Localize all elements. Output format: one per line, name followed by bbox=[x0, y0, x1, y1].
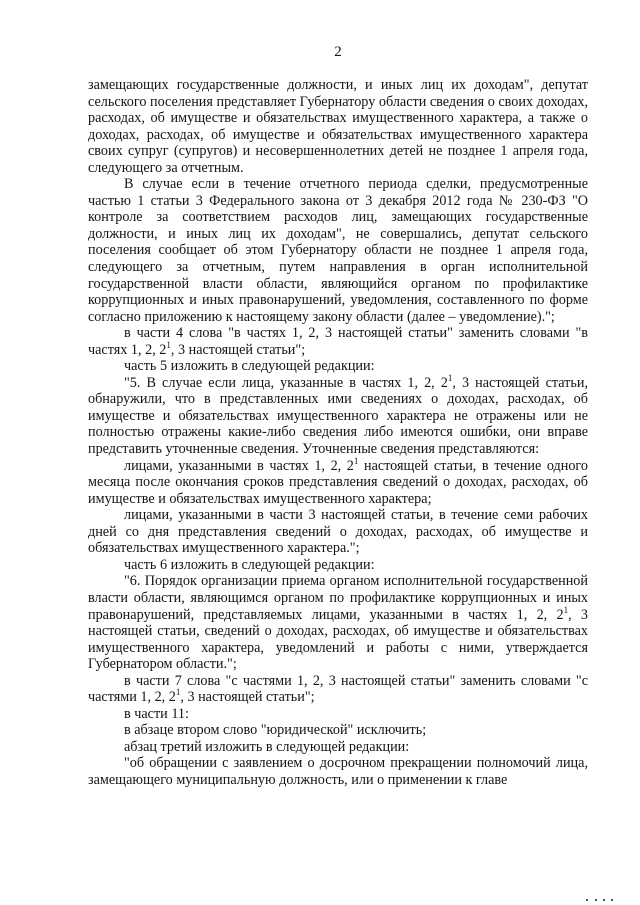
document-body bbox=[88, 77, 588, 789]
paragraph bbox=[88, 557, 588, 574]
paragraph-text: в части 4 слова "в частях 1, 2, 3 настоящей статьи" заменить словами "в частях 1, 2, 2 bbox=[88, 325, 588, 358]
paragraph-text: "об обращении с заявлением о досрочном прекращении полномочий лица, замещающего муниципальную должность, или о применении к главе bbox=[88, 755, 588, 788]
paragraph bbox=[88, 722, 588, 739]
paragraph bbox=[88, 325, 588, 358]
paragraph bbox=[88, 573, 588, 672]
paragraph bbox=[88, 739, 588, 756]
paragraph bbox=[88, 176, 588, 325]
paragraph-text: в части 7 слова "с частями 1, 2, 3 настоящей статьи" заменить словами "с частями 1, 2, 2 bbox=[88, 672, 588, 706]
superscript: 1 bbox=[175, 687, 181, 698]
paragraph-text: В случае если в течение отчетного периода сделки, предусмотренные частью 1 статьи 3 Федерального закона от 3 декабря 2012 года № 230-ФЗ "О контроле за соответствием расходов лиц, замещающих государственные должности, и иных лиц их доходам", не совершались, депутат сельского поселения сообщает об этом Губернатору области не позднее 1 апреля года, следующего за отчетным, путем направления в орган исполнительной государственной власти области, являющийся органом по профилактике коррупционных и иных правонарушений, уведомления, составленного по форме согласно приложению к настоящему закону области (далее – уведомление)."; bbox=[88, 176, 588, 325]
paragraph-text: в абзаце втором слово "юридической" исключить; bbox=[124, 722, 427, 739]
paragraph-text: абзац третий изложить в следующей редакции: bbox=[124, 738, 410, 755]
paragraph-text: в части 11: bbox=[124, 705, 189, 722]
paragraph bbox=[88, 673, 588, 706]
paragraph-text: "5. В случае если лица, указанные в частях 1, 2, 2 bbox=[124, 374, 448, 391]
paragraph bbox=[88, 77, 588, 176]
paragraph-text: , 3 настоящей статьи"; bbox=[180, 689, 315, 706]
paragraph-text: лицами, указанными в части 3 настоящей статьи, в течение семи рабочих дней со дня представления сведений о доходах, расходах, об имуществе и обязательствах имущественного характера."; bbox=[88, 507, 588, 557]
paragraph-text: замещающих государственные должности, и иных лиц их доходам", депутат сельского поселения представляет Губернатору области сведения о своих доходах, расходах, об имуществе и обязательствах имущественного характера, а также о доходах, расходах, об имуществе и обязательствах имущественного характера своих супруг (супругов) и несовершеннолетних детей не позднее 1 апреля года, следующего за отчетным. bbox=[88, 77, 588, 176]
paragraph-text: , 3 настоящей статьи, сведений о доходах, расходах, об имуществе и обязательствах имущественного характера, уведомлений и работы с ними, утверждается Губернатором области."; bbox=[88, 606, 588, 673]
paragraph bbox=[88, 372, 588, 458]
paragraph bbox=[88, 507, 588, 557]
page-number: 2 bbox=[334, 44, 342, 60]
paragraph-text: часть 5 изложить в следующей редакции: bbox=[124, 358, 375, 375]
paragraph-text: часть 6 изложить в следующей редакции: bbox=[124, 556, 375, 573]
superscript: 1 bbox=[563, 604, 569, 615]
paragraph-text: , 3 настоящей статьи, обнаружили, что в представленных ими сведениях о доходах, расходах, об имуществе и обязательствах имущественного характера не отражены или не полностью отражены какие-либо сведения либо имеются ошибки, они вправе представить уточненные сведения. Уточненные сведения представляются: bbox=[88, 374, 588, 458]
paragraph-text: , 3 настоящей статьи"; bbox=[170, 341, 306, 358]
superscript: 1 bbox=[353, 455, 359, 466]
scan-artifact-mark bbox=[586, 895, 614, 901]
paragraph bbox=[88, 455, 588, 508]
paragraph bbox=[88, 755, 588, 788]
paragraph bbox=[88, 706, 588, 723]
paragraph-text: "6. Порядок организации приема органом исполнительной государственной власти области, являющимся органом по профилактике коррупционных и иных правонарушений, представляемых лицами, указанными в частях 1, 2, 2 bbox=[88, 573, 588, 623]
paragraph bbox=[88, 358, 588, 375]
paragraph-text: лицами, указанными в частях 1, 2, 2 bbox=[124, 457, 354, 474]
paragraph-text: настоящей статьи, в течение одного месяца после окончания сроков представления сведений о доходах, расходах, об имуществе и обязательствах имущественного характера; bbox=[88, 457, 588, 507]
superscript: 1 bbox=[447, 372, 453, 383]
superscript: 1 bbox=[166, 339, 171, 350]
